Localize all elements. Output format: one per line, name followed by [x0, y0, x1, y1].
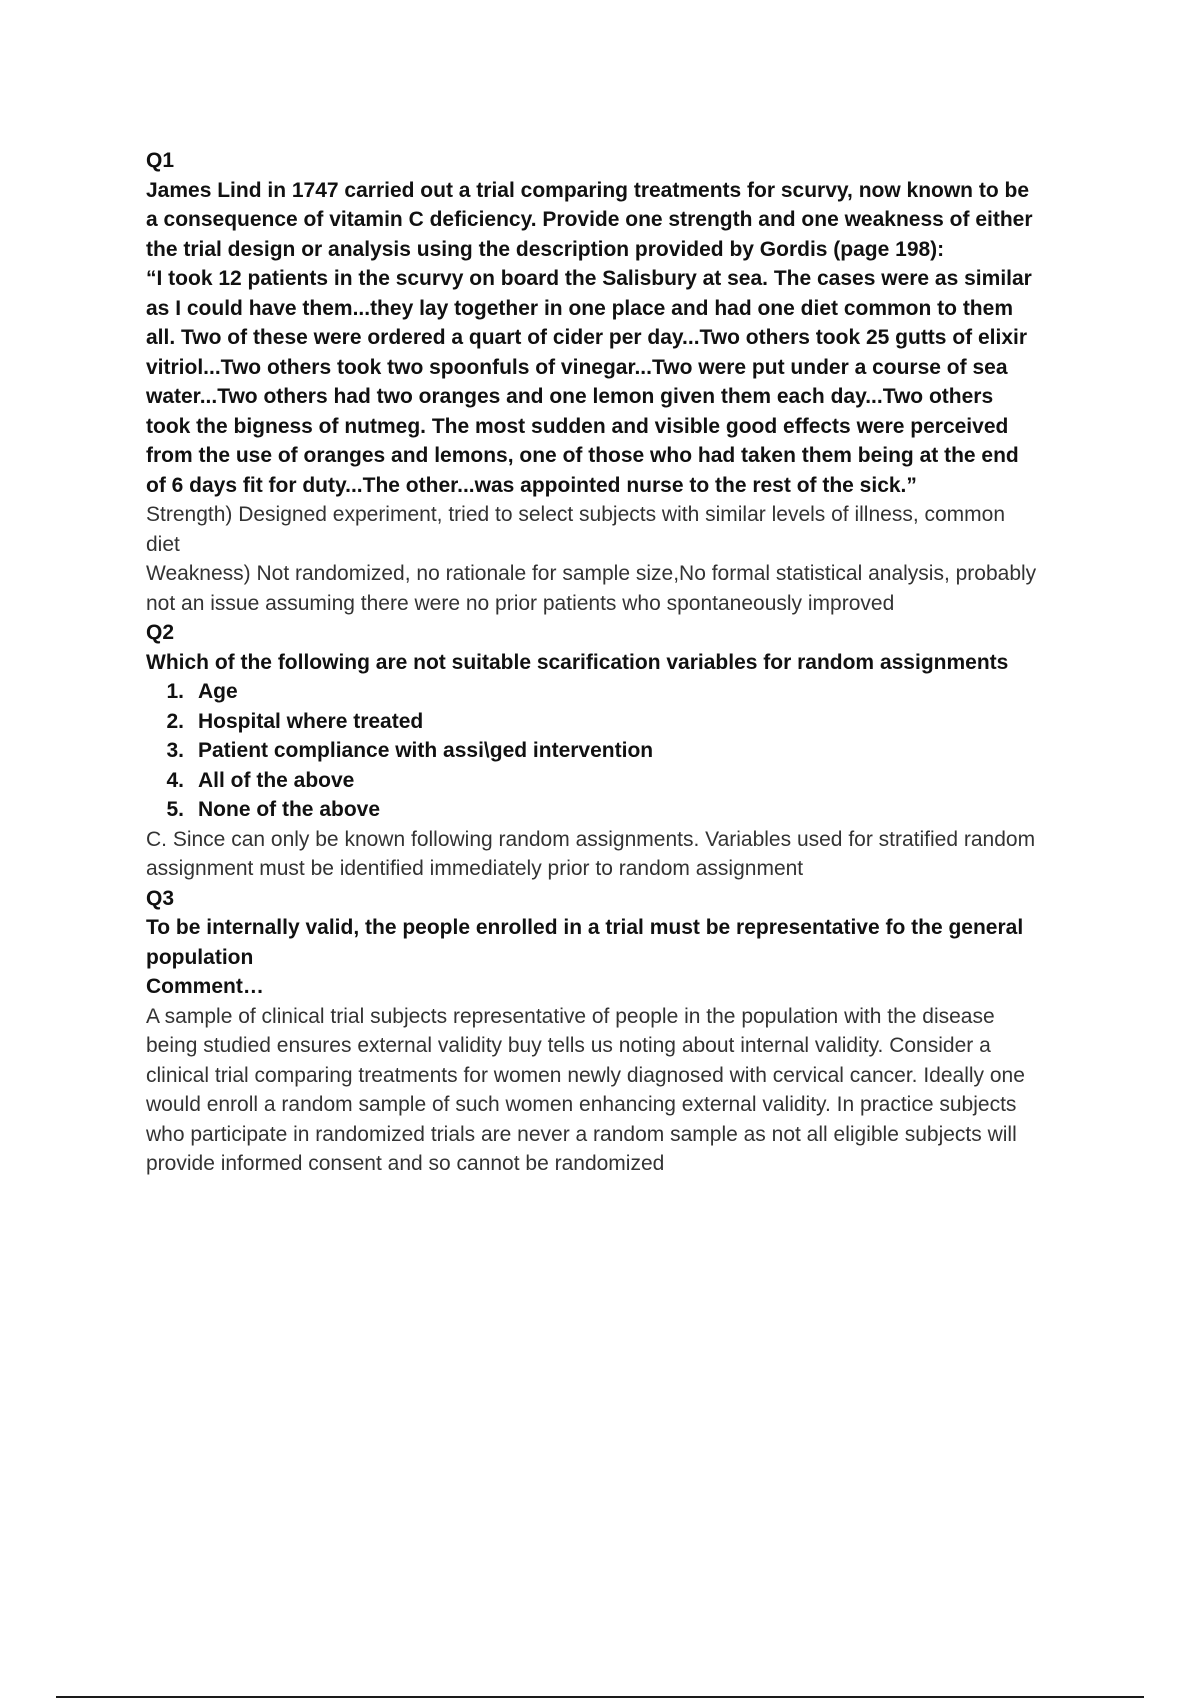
q2-option-text: All of the above — [198, 768, 355, 792]
q2-option-number: 3. — [166, 739, 184, 762]
q1-quote-line: took the bigness of nutmeg. The most sudden and visible good effects were perceived — [146, 414, 1009, 438]
q1-label: Q1 — [146, 149, 175, 172]
q2-option-number: 4. — [166, 768, 184, 792]
q2-question: Which of the following are not suitable scarification variables for random assignments — [146, 650, 1009, 674]
q1-question-line: James Lind in 1747 carried out a trial comparing treatments for scurvy, now known to be — [146, 178, 1030, 202]
footer-rule — [56, 1696, 1144, 1698]
q3-answer-line: would enroll a random sample of such women enhancing external validity. In practice subjects — [146, 1093, 1017, 1116]
q2-option — [146, 766, 1086, 796]
q3-answer-line: clinical trial comparing treatments for women newly diagnosed with cervical cancer. Ideally one — [146, 1063, 1025, 1087]
q2-answer — [146, 825, 1086, 884]
q3-question-line: To be internally valid, the people enrolled in a trial must be representative fo the general — [146, 916, 1024, 939]
q1-quote-line: as I could have them...they lay together in one place and had one diet common to them — [146, 296, 1013, 320]
q3-question-line: population — [146, 945, 254, 969]
q3-label: Q3 — [146, 886, 175, 910]
q2-option-text: None of the above — [198, 798, 381, 821]
q2-option — [146, 707, 1086, 737]
q1-answer — [146, 500, 1086, 618]
q2-option — [146, 795, 1086, 825]
q2-option-number: 2. — [166, 709, 184, 733]
q2-option-text: Age — [198, 680, 238, 703]
q2-option-number: 5. — [166, 798, 184, 821]
q2-option — [146, 677, 1086, 707]
q3-answer-line: being studied ensures external validity buy tells us noting about internal validity. Consider a — [146, 1034, 991, 1057]
q3-answer — [146, 1002, 1086, 1179]
q3-answer-line: who participate in randomized trials are never a random sample as not all eligible subjects will — [146, 1122, 1017, 1146]
q3-answer-line: provide informed consent and so cannot be randomized — [146, 1152, 665, 1175]
q1-question-line: a consequence of vitamin C deficiency. Provide one strength and one weakness of either — [146, 208, 1033, 231]
q2-option-number: 1. — [166, 680, 184, 703]
q2-option — [146, 736, 1086, 766]
q1-quote-line: of 6 days fit for duty...The other...was appointed nurse to the rest of the sick.” — [146, 473, 917, 497]
q2-option-text: Patient compliance with assi\ged intervention — [198, 739, 654, 762]
q1-quote-line: vitriol...Two others took two spoonfuls of vinegar...Two were put under a course of sea — [146, 355, 1008, 379]
q2-option-text: Hospital where treated — [198, 709, 424, 733]
q1-quote-line: from the use of oranges and lemons, one of those who had taken them being at the end — [146, 444, 1019, 467]
q1-question — [146, 176, 1086, 501]
q1-weakness-line: Weakness) Not randomized, no rationale for sample size,No formal statistical analysis, probably — [146, 562, 1037, 585]
q3-comment-label: Comment… — [146, 975, 264, 998]
q2-label: Q2 — [146, 621, 175, 644]
q3-answer-line: A sample of clinical trial subjects representative of people in the population with the disease — [146, 1004, 995, 1028]
document-body — [146, 146, 1086, 1179]
q1-strength-line: Strength) Designed experiment, tried to select subjects with similar levels of illness, common — [146, 503, 1006, 526]
q1-quote-line: water...Two others had two oranges and one lemon given them each day...Two others — [146, 385, 994, 408]
q2-answer-line: assignment must be identified immediately prior to random assignment — [146, 857, 804, 880]
q3-question — [146, 913, 1086, 972]
q2-answer-line: C. Since can only be known following random assignments. Variables used for stratified random — [146, 827, 1036, 851]
q2-options-list — [146, 677, 1086, 825]
q1-question-line: the trial design or analysis using the description provided by Gordis (page 198): — [146, 237, 945, 261]
q1-weakness-line: not an issue assuming there were no prior patients who spontaneously improved — [146, 591, 895, 615]
q1-strength-line: diet — [146, 532, 180, 556]
q1-quote-line: “I took 12 patients in the scurvy on board the Salisbury at sea. The cases were as similar — [146, 267, 1032, 290]
q1-quote-line: all. Two of these were ordered a quart of cider per day...Two others took 25 gutts of elixir — [146, 326, 1028, 349]
